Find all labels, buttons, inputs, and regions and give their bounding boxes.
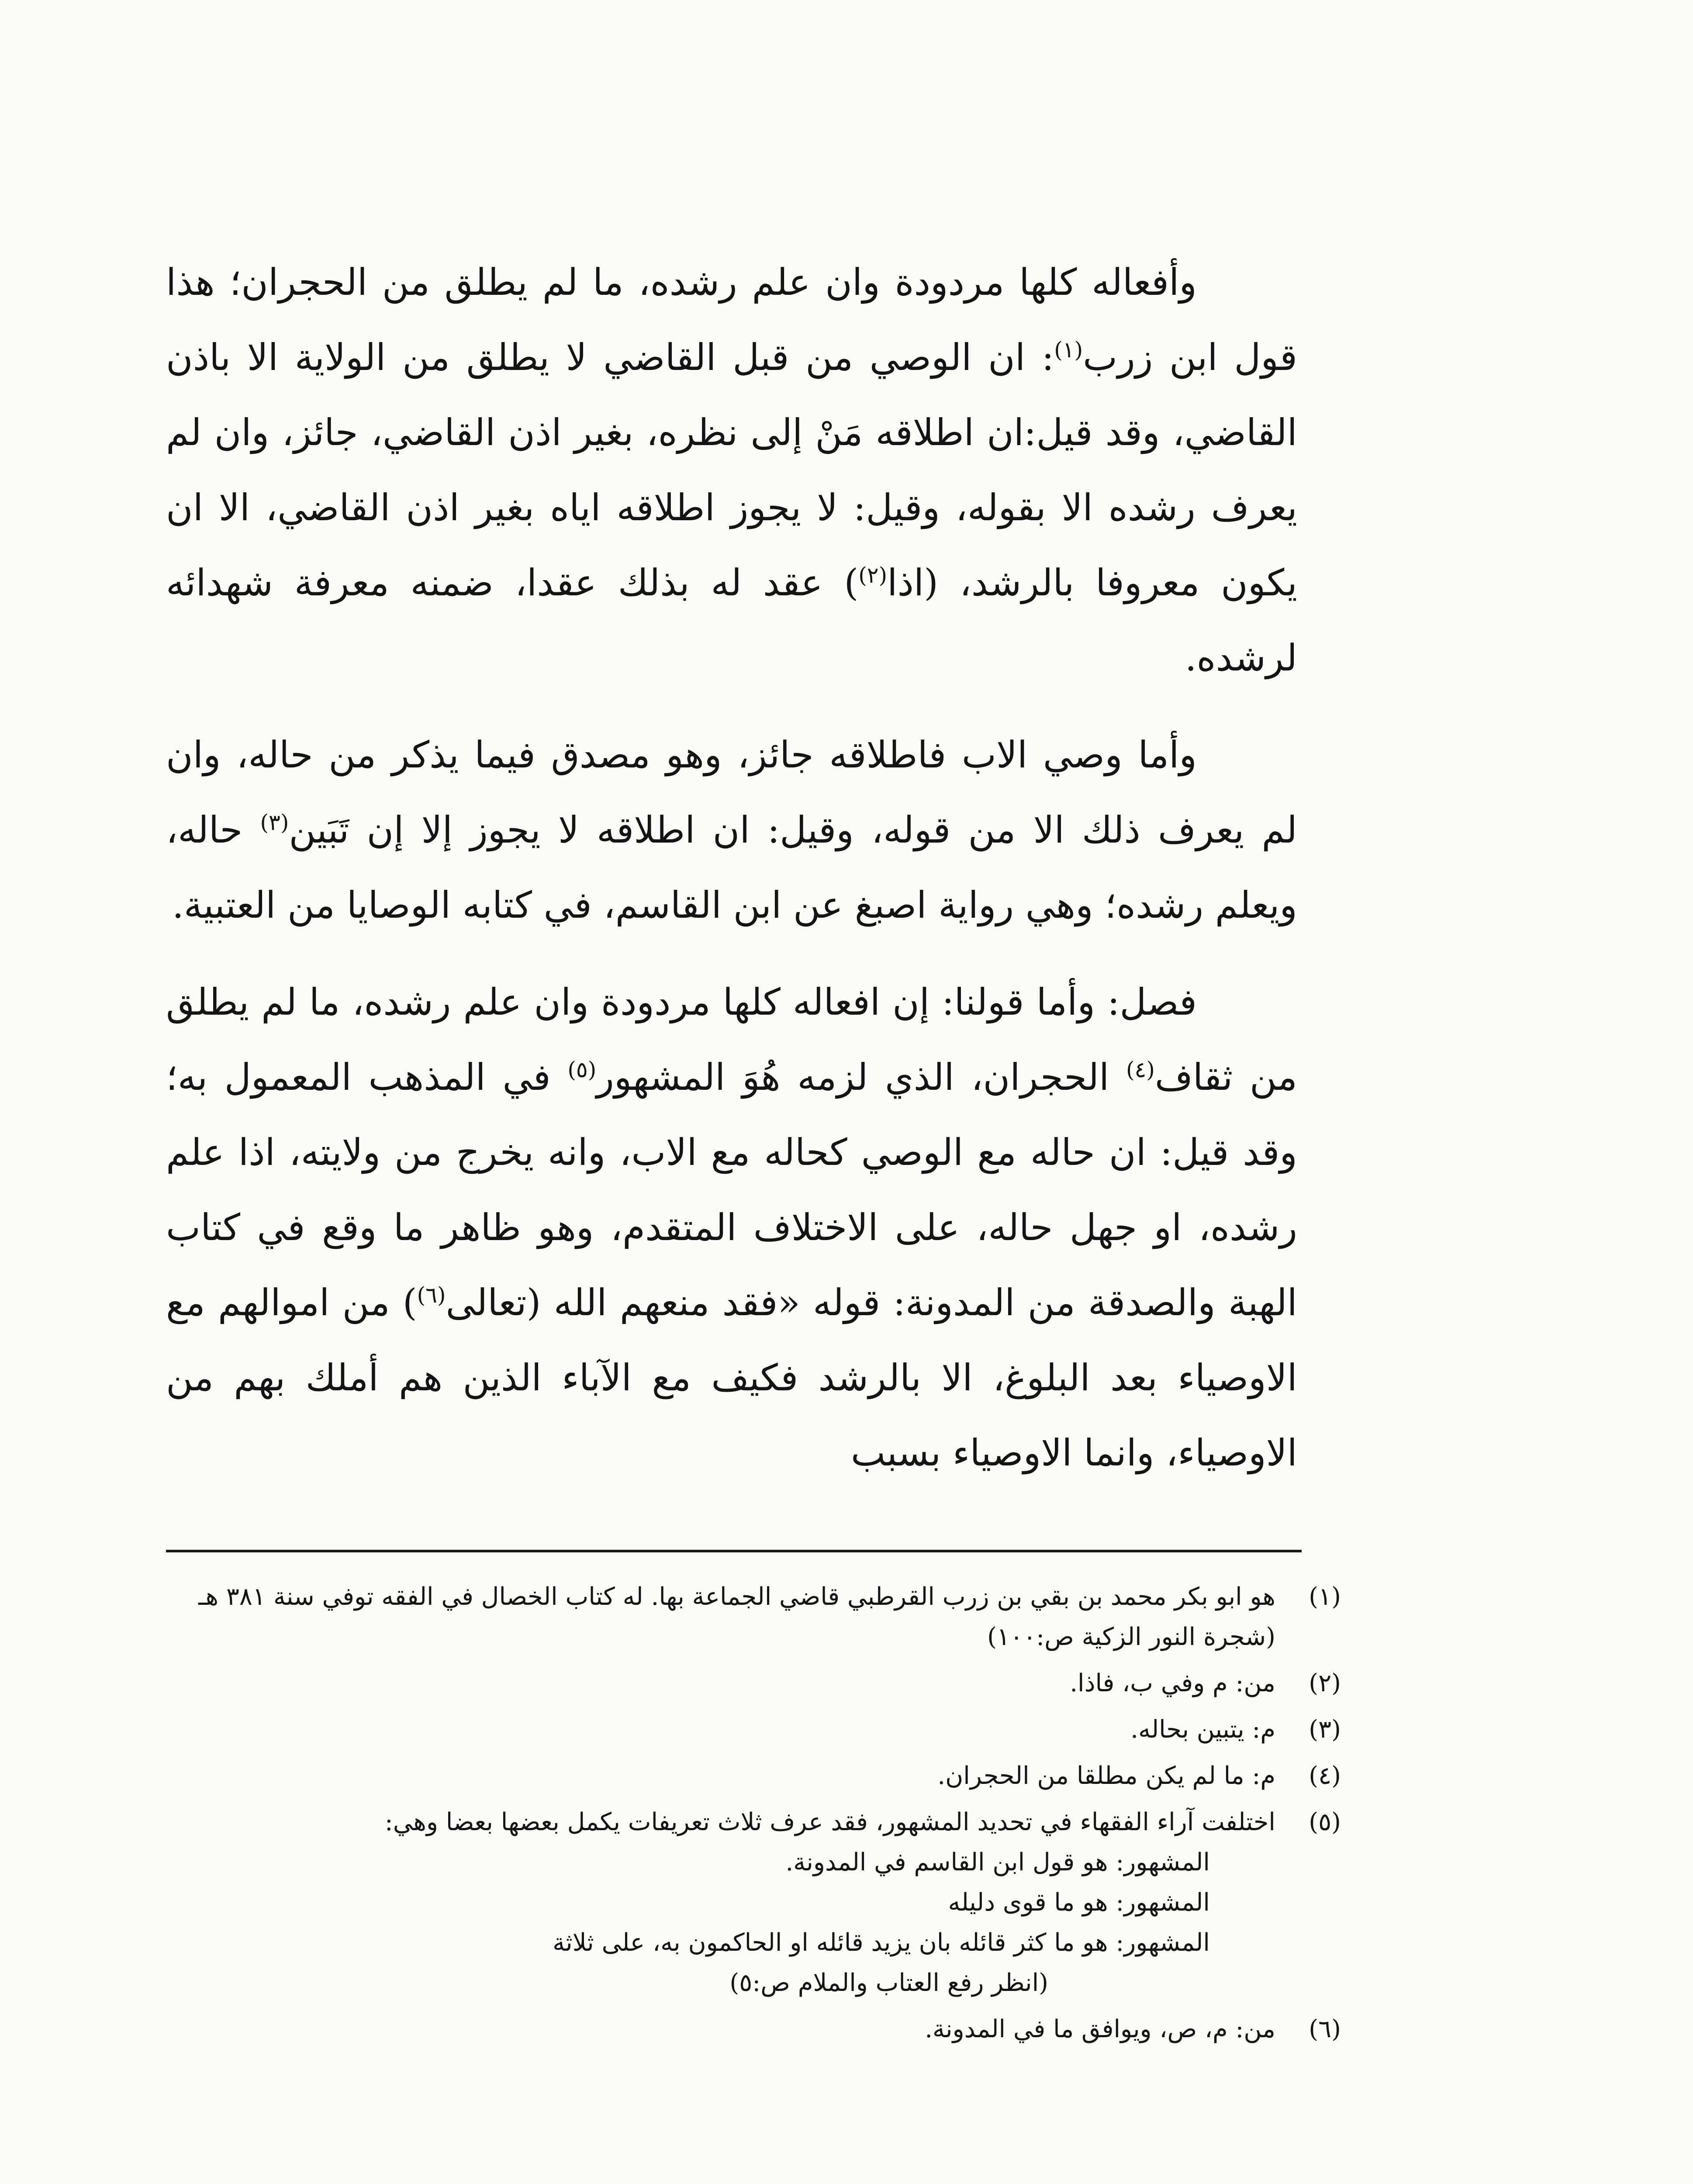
text-run: وأفعاله كلها مردودة وان علم رشده، ما لم يطلق من الحجران؛ هذا قول ابن زرب bbox=[166, 261, 1297, 379]
footnote-6 bbox=[166, 2009, 1341, 2049]
main-text bbox=[166, 245, 1297, 1512]
paragraph-1 bbox=[166, 245, 1297, 695]
footnote-number: (٥) bbox=[1309, 1808, 1341, 1836]
footnote-5-def-2: المشهور: هو ما قوى دليله bbox=[948, 1888, 1210, 1917]
text-run: الحجران، الذي لزمه هُوَ المشهور bbox=[596, 1056, 1126, 1099]
footnote-2 bbox=[166, 1663, 1341, 1704]
footnote-5-def-1: المشهور: هو قول ابن القاسم في المدونة. bbox=[785, 1848, 1210, 1876]
footnote-number: (١) bbox=[1309, 1583, 1341, 1611]
footnote-5 bbox=[166, 1802, 1341, 2003]
footnote-text: من: م وفي ب، فاذا. bbox=[1070, 1669, 1275, 1697]
footnote-5-def-3: المشهور: هو ما كثر قائله بان يزيد قائله او الحاكمون به، على ثلاثة bbox=[553, 1928, 1210, 1957]
footnote-text: م: يتبين بحاله. bbox=[1130, 1715, 1275, 1744]
paragraph-3 bbox=[166, 964, 1297, 1490]
footnote-1 bbox=[166, 1577, 1341, 1657]
footnote-ref-6[interactable]: (٦) bbox=[417, 1282, 446, 1308]
footnote-text: هو ابو بكر محمد بن بقي بن زرب القرطبي قاضي الجماعة بها. له كتاب الخصال في الفقه توفي سنة ٣٨١ هـ (شجرة النور الزكية ص:١٠٠) bbox=[198, 1583, 1275, 1651]
footnote-ref-3[interactable]: (٣) bbox=[260, 810, 289, 835]
footnote-3 bbox=[166, 1710, 1341, 1750]
footnote-number: (٢) bbox=[1309, 1669, 1341, 1697]
footnote-text bbox=[166, 1802, 1275, 2003]
footnote-4 bbox=[166, 1756, 1341, 1796]
footnote-5-intro: اختلفت آراء الفقهاء في تحديد المشهور، فقد عرف ثلاث تعريفات يكمل بعضها بعضا وهي: bbox=[384, 1808, 1275, 1836]
text-run: في المذهب المعمول به؛ وقد قيل: ان حاله مع الوصي كحاله مع الاب، وانه يخرج من ولايته، اذا علم رشده، او جهل حاله، على الاختلاف المتقدم، وهو ظاهر ما وقع في كتاب الهبة والصدقة من المدونة: قوله «فقد منعهم الله (تعالى bbox=[166, 1056, 1298, 1324]
footnote-text: من: م، ص، ويوافق ما في المدونة. bbox=[925, 2015, 1275, 2043]
footnote-text: م: ما لم يكن مطلقا من الحجران. bbox=[937, 1762, 1275, 1790]
text-run: حاله، ويعلم رشده؛ وهي رواية اصبغ عن ابن القاسم، في كتابه الوصايا من العتبية. bbox=[166, 809, 1297, 926]
footnote-number: (٦) bbox=[1309, 2015, 1341, 2043]
paragraph-2 bbox=[166, 717, 1297, 943]
text-run: فصل: وأما قولنا: إن افعاله كلها مردودة وان علم رشده، ما لم يطلق من ثقاف bbox=[166, 981, 1297, 1099]
footnote-ref-4[interactable]: (٤) bbox=[1126, 1057, 1155, 1082]
text-run: وأما وصي الاب فاطلاقه جائز، وهو مصدق فيما يذكر من حاله، وان لم يعرف ذلك الا من قوله، وقيل: ان اطلاقه لا يجوز إلا إن تَبَين bbox=[166, 733, 1297, 851]
footnote-ref-2[interactable]: (٢) bbox=[858, 563, 888, 588]
footnote-ref-1[interactable]: (١) bbox=[1054, 337, 1083, 363]
text-run: : ان الوصي من قبل القاضي لا يطلق من الولاية الا باذن القاضي، وقد قيل:ان اطلاقه مَنْ إلى نظره، بغير اذن القاضي، جائز، وان لم يعرف رشده الا بقوله، وقيل: لا يجوز اطلاقه اياه بغير اذن القاضي، الا ان يكون معروفا بالرشد، (اذا bbox=[166, 336, 1298, 604]
footnote-number: (٤) bbox=[1309, 1762, 1341, 1790]
footnote-number: (٣) bbox=[1309, 1715, 1341, 1744]
footnotes bbox=[166, 1577, 1341, 2056]
footnote-separator bbox=[166, 1550, 1302, 1552]
footnote-ref-5[interactable]: (٥) bbox=[567, 1057, 597, 1082]
text-run: ) عقد له بذلك عقدا، ضمنه معرفة شهدائه لرشده. bbox=[166, 561, 1297, 679]
text-run: ) من اموالهم مع الاوصياء بعد البلوغ، الا بالرشد فكيف مع الآباء الذين هم أملك بهم من الاوصياء، وانما الاوصياء بسبب bbox=[166, 1281, 1297, 1474]
footnote-5-reference: (انظر رفع العتاب والملام ص:٥) bbox=[729, 1969, 1048, 1997]
